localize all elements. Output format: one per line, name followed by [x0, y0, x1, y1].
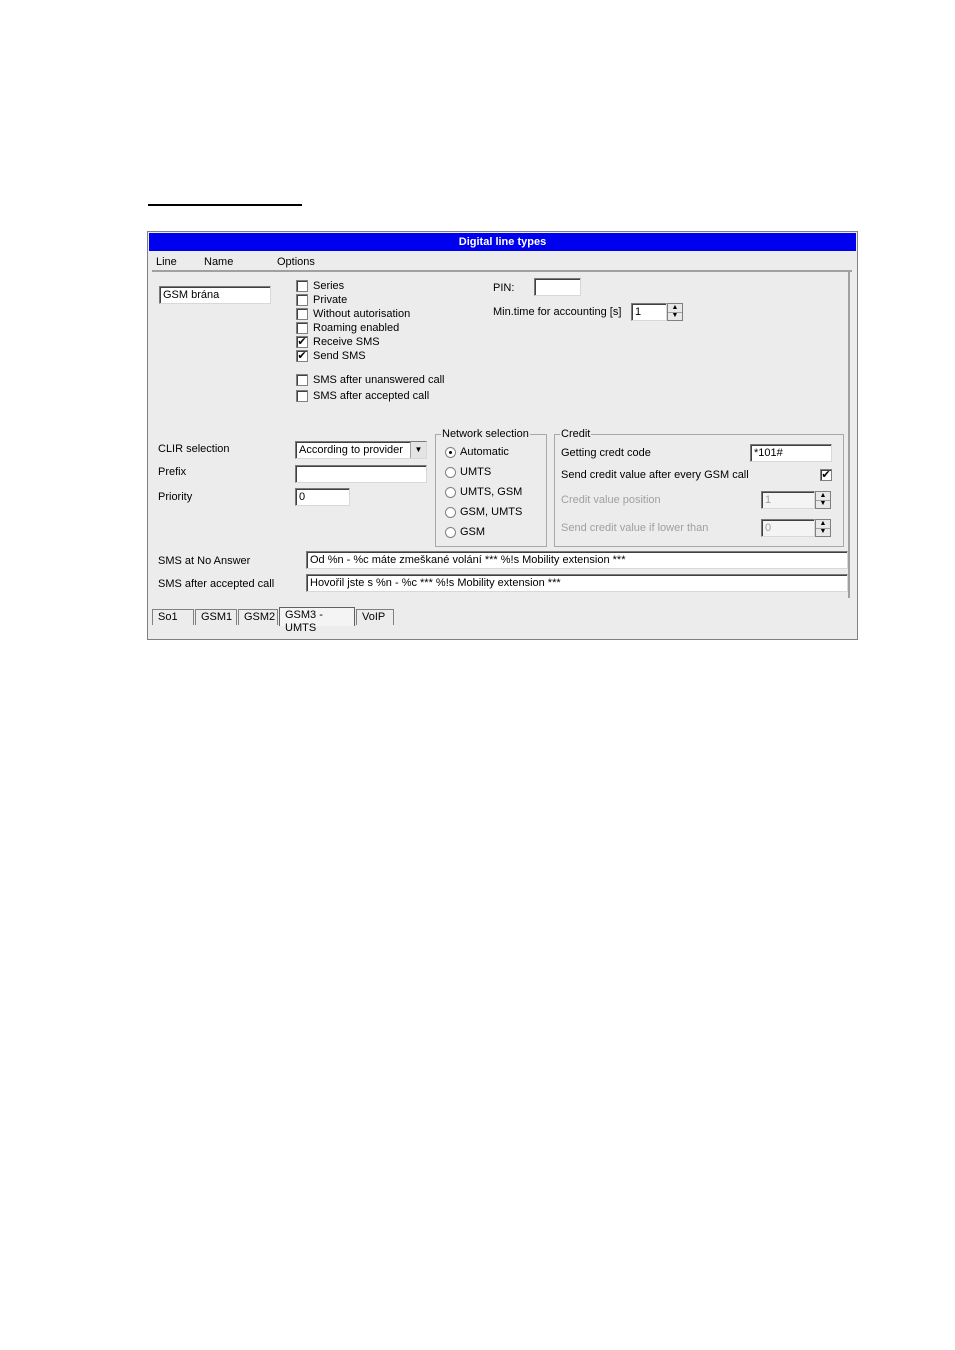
tab-gsm3-umts[interactable]: GSM3 - UMTS [279, 607, 355, 626]
series-label: Series [313, 280, 345, 292]
network-automatic-radio[interactable] [445, 447, 456, 458]
network-umts-radio[interactable] [445, 467, 456, 478]
without-autorisation-label: Without autorisation [313, 308, 411, 320]
min-time-input[interactable]: 1 [631, 303, 667, 321]
network-umts-gsm-label: UMTS, GSM [460, 486, 523, 498]
pin-input[interactable] [534, 278, 581, 296]
prefix-input[interactable] [295, 465, 427, 483]
chevron-down-icon[interactable]: ▼ [410, 442, 426, 458]
column-line[interactable]: Line [156, 256, 177, 268]
roaming-enabled-label: Roaming enabled [313, 322, 400, 334]
send-sms-checkbox[interactable] [296, 350, 308, 362]
send-credit-lower-input[interactable]: 0 [761, 519, 815, 537]
network-selection-group [435, 428, 547, 547]
sms-after-accepted-checkbox[interactable] [296, 390, 308, 402]
window-title: Digital line types [149, 233, 856, 251]
network-umts-label: UMTS [460, 466, 492, 478]
sms-after-unanswered-label: SMS after unanswered call [313, 374, 445, 386]
network-gsm-radio[interactable] [445, 527, 456, 538]
private-label: Private [313, 294, 348, 306]
tab-gsm1[interactable]: GSM1 [195, 609, 237, 625]
check-icon: ✔ [297, 336, 307, 348]
receive-sms-checkbox[interactable] [296, 336, 308, 348]
prefix-label: Prefix [158, 466, 187, 478]
line-settings-panel [152, 272, 850, 598]
sms-after-accepted-label: SMS after accepted call [313, 390, 430, 402]
tab-strip [152, 606, 850, 634]
page-underline-rule [148, 204, 302, 206]
clir-label: CLIR selection [158, 443, 230, 455]
credit-value-position-label: Credit value position [561, 494, 661, 506]
clir-value: According to provider [299, 444, 403, 456]
network-gsm-label: GSM [460, 526, 486, 538]
check-icon: ✔ [821, 469, 831, 481]
arrow-down-icon[interactable]: ▼ [819, 500, 827, 507]
sms-after-unanswered-checkbox[interactable] [296, 374, 308, 386]
tab-gsm2[interactable]: GSM2 [238, 609, 278, 625]
private-checkbox[interactable] [296, 294, 308, 306]
clir-select[interactable] [295, 441, 427, 459]
tab-voip[interactable]: VoIP [356, 609, 394, 625]
sms-accepted-input[interactable]: Hovořil jste s %n - %c *** %!s Mobility extension *** [306, 574, 848, 592]
send-sms-label: Send SMS [313, 350, 366, 362]
check-icon: ✔ [297, 350, 307, 362]
sms-accepted-label: SMS after accepted call [158, 578, 275, 590]
column-options[interactable]: Options [277, 256, 315, 268]
credit-title: Credit [561, 428, 591, 440]
receive-sms-label: Receive SMS [313, 336, 380, 348]
send-credit-after-checkbox[interactable] [820, 469, 832, 481]
column-header-bar [152, 254, 852, 272]
network-gsm-umts-label: GSM, UMTS [460, 506, 523, 518]
min-time-label: Min.time for accounting [s] [493, 306, 622, 318]
network-umts-gsm-radio[interactable] [445, 487, 456, 498]
column-name[interactable]: Name [204, 256, 234, 268]
roaming-enabled-checkbox[interactable] [296, 322, 308, 334]
series-checkbox[interactable] [296, 280, 308, 292]
getting-credit-code-input[interactable]: *101# [750, 444, 832, 462]
getting-credit-code-label: Getting credt code [561, 447, 651, 459]
send-credit-after-label: Send credit value after every GSM call [561, 469, 749, 481]
arrow-up-icon[interactable]: ▲ [668, 304, 682, 313]
sms-no-answer-input[interactable]: Od %n - %c máte zmeškané volání *** %!s Mobility extension *** [306, 551, 848, 569]
network-automatic-label: Automatic [460, 446, 509, 458]
line-name-input[interactable]: GSM brána [159, 286, 271, 304]
without-autorisation-checkbox[interactable] [296, 308, 308, 320]
credit-lower-spinner[interactable] [815, 519, 831, 537]
digital-line-types-window [147, 231, 858, 640]
network-selection-title: Network selection [442, 428, 529, 440]
sms-no-answer-label: SMS at No Answer [158, 555, 251, 567]
pin-label: PIN: [493, 282, 515, 294]
priority-input[interactable]: 0 [295, 488, 350, 506]
priority-label: Priority [158, 491, 193, 503]
arrow-up-icon[interactable]: ▲ [816, 520, 830, 529]
tab-so1[interactable]: So1 [152, 609, 194, 625]
send-credit-lower-label: Send credit value if lower than [561, 522, 709, 534]
arrow-down-icon[interactable]: ▼ [819, 528, 827, 535]
credit-position-spinner[interactable] [815, 491, 831, 509]
arrow-up-icon[interactable]: ▲ [816, 492, 830, 501]
min-time-spinner[interactable] [667, 303, 683, 321]
credit-value-position-input[interactable]: 1 [761, 491, 815, 509]
network-gsm-umts-radio[interactable] [445, 507, 456, 518]
arrow-down-icon[interactable]: ▼ [671, 312, 679, 319]
credit-group [554, 428, 844, 547]
